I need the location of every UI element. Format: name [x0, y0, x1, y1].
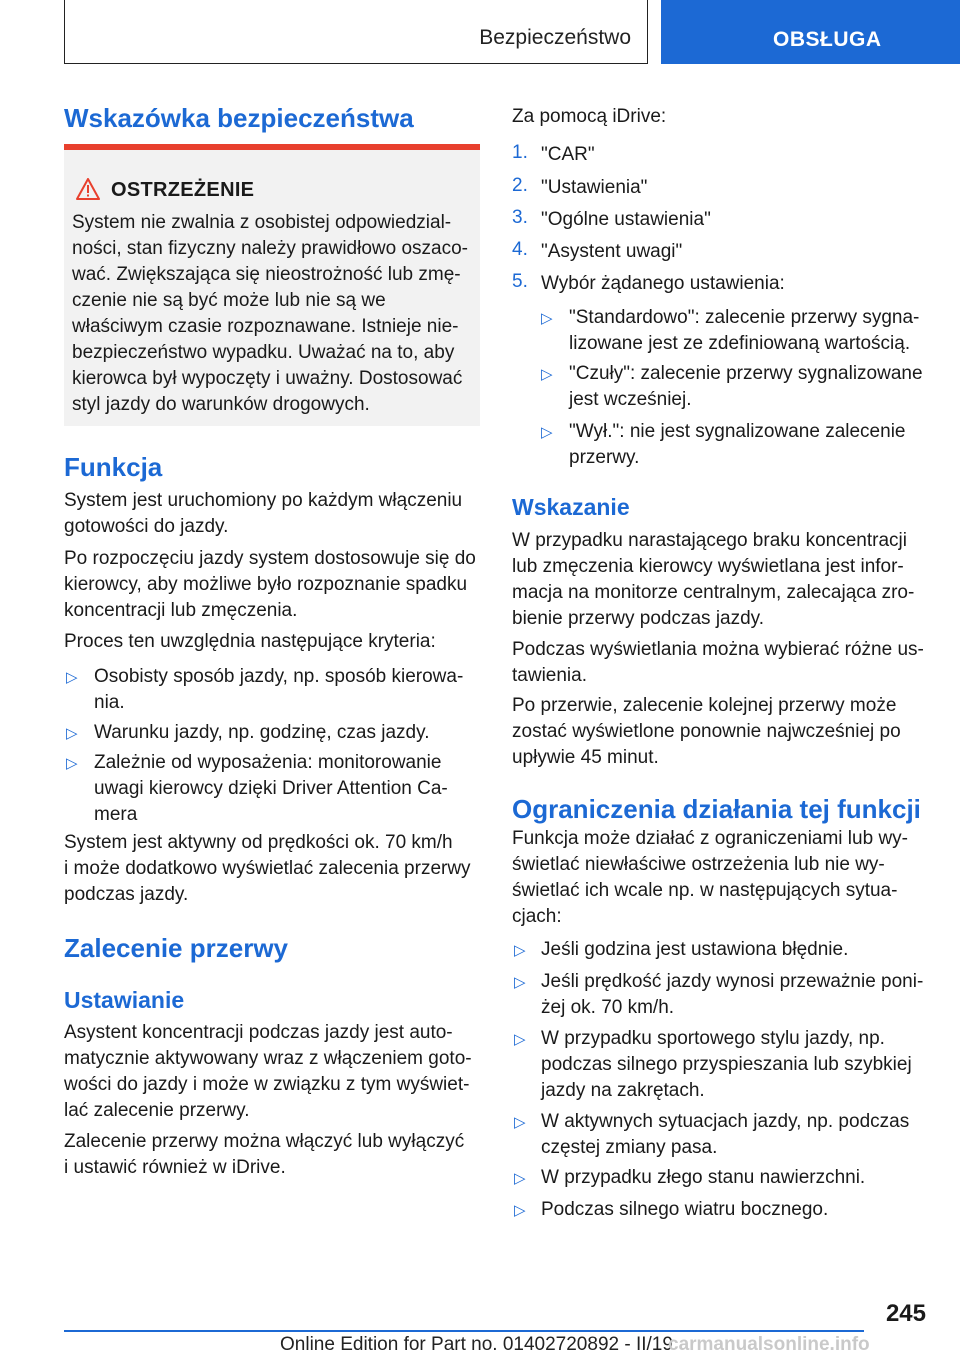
text-line: Zależnie od wyposażenia: monitorowanie — [94, 752, 442, 773]
bullet-marker: ▷ — [66, 725, 78, 742]
text-line: Po przerwie, zalecenie kolejnej przerwy może — [512, 695, 897, 716]
text-line: żej ok. 70 km/h. — [541, 997, 675, 1018]
section-title-function: Funkcja — [64, 452, 163, 482]
warning-line: czenie nie są być może lub nie są we — [72, 290, 386, 311]
list-item — [541, 969, 931, 1021]
text-line: Warunku jazdy, np. godzinę, czas jazdy. — [94, 722, 430, 743]
text-line: wości do jazdy i może w związku z tym wyświet- — [64, 1074, 470, 1095]
text-line: Osobisty sposób jazdy, np. sposób kierowa- — [94, 666, 464, 687]
list-item — [94, 750, 484, 828]
text-line: przerwy. — [569, 447, 640, 468]
bullet-marker: ▷ — [541, 310, 553, 327]
text-line: Podczas wyświetlania można wybierać różne us- — [512, 639, 924, 660]
text-line: jazdy na zakrętach. — [541, 1080, 705, 1101]
footer-edition: Online Edition for Part no. 01402720892 - II/19 — [280, 1334, 673, 1355]
text-line: W przypadku narastającego braku koncentracji — [512, 530, 907, 551]
text-line: lizowane jest ze zdefiniowaną wartością. — [569, 333, 911, 354]
text-line: lać zalecenie przerwy. — [64, 1100, 250, 1121]
text-line: kierowcy, aby możliwe było rozpoznanie spadku — [64, 574, 468, 595]
footer-divider — [64, 1330, 864, 1332]
step-number: 4. — [512, 239, 528, 260]
text-line: zostać wyświetlone ponownie najwcześniej po — [512, 721, 901, 742]
text-line: upływie 45 minut. — [512, 747, 659, 768]
text-line: bienie przerwy podczas jazdy. — [512, 608, 765, 629]
text-line: "Standardowo": zalecenie przerwy sygna- — [569, 307, 920, 328]
text-line: podczas jazdy. — [64, 884, 189, 905]
text-line: cjach: — [512, 906, 562, 927]
text-line: lub zmęczenia kierowcy wyświetlana jest infor- — [512, 556, 904, 577]
text-line: Zalecenie przerwy można włączyć lub wyłączyć — [64, 1131, 465, 1152]
step-text: "Ogólne ustawienia" — [541, 209, 711, 230]
bullet-marker: ▷ — [514, 1031, 526, 1048]
header-tab-label: OBSŁUGA — [773, 28, 882, 51]
indication-paragraph-2 — [512, 637, 932, 689]
text-line: "Wył.": nie jest sygnalizowane zalecenie — [569, 421, 906, 442]
text-line: nia. — [94, 692, 125, 713]
bullet-marker: ▷ — [66, 669, 78, 686]
section-title-limitations: Ograniczenia działania tej funkcji — [512, 794, 921, 824]
text-line: podczas silnego przyspieszania lub szybkiej — [541, 1054, 912, 1075]
text-line: W aktywnych sytuacjach jazdy, np. podczas — [541, 1111, 910, 1132]
bullet-marker: ▷ — [514, 1170, 526, 1187]
text-line: i ustawić również w iDrive. — [64, 1157, 286, 1178]
header-section-title: Bezpieczeństwo — [479, 26, 631, 49]
bullet-marker: ▷ — [514, 1114, 526, 1131]
text-line: matycznie aktywowany wraz z włączeniem goto- — [64, 1048, 472, 1069]
sub-list-item — [569, 419, 929, 471]
bullet-marker: ▷ — [514, 942, 526, 959]
subsection-title-settings: Ustawianie — [64, 987, 185, 1013]
subsection-title-indication: Wskazanie — [512, 494, 630, 520]
text-line: Po rozpoczęciu jazdy system dostosowuje się do — [64, 548, 476, 569]
header-section-box — [64, 0, 648, 64]
text-line: świetlać niewłaściwe ostrzeżenia lub nie wy- — [512, 854, 885, 875]
text-line: W przypadku sportowego stylu jazdy, np. — [541, 1028, 885, 1049]
sub-list-item — [569, 361, 929, 413]
text-line: Podczas silnego wiatru bocznego. — [541, 1199, 829, 1220]
section-title-break-recommendation: Zalecenie przerwy — [64, 933, 288, 963]
warning-line: właściwym czasie rozpoznawane. Istnieje nie- — [72, 316, 459, 337]
list-item — [541, 1165, 931, 1191]
warning-line: System nie zwalnia z osobistej odpowiedzial- — [72, 212, 452, 233]
footer-watermark: carmanualsonline.info — [668, 1334, 870, 1355]
warning-triangle-icon — [76, 178, 100, 200]
limitations-paragraph — [512, 826, 932, 930]
warning-line: styl jazdy do warunków drogowych. — [72, 394, 370, 415]
step-number: 1. — [512, 142, 528, 163]
warning-label: OSTRZEŻENIE — [111, 179, 255, 201]
list-item — [94, 720, 484, 746]
text-line: mera — [94, 804, 138, 825]
sub-list-item — [569, 305, 929, 357]
indication-paragraph-1 — [512, 528, 932, 632]
list-item — [541, 1109, 931, 1161]
bullet-marker: ▷ — [514, 1202, 526, 1219]
step-text: "Asystent uwagi" — [541, 241, 683, 262]
text-line: gotowości do jazdy. — [64, 516, 229, 537]
text-line: i może dodatkowo wyświetlać zalecenia przerwy — [64, 858, 471, 879]
bullet-marker: ▷ — [66, 755, 78, 772]
text-line: koncentracji lub zmęczenia. — [64, 600, 298, 621]
text-line: jest wcześniej. — [569, 389, 692, 410]
section-title-safety: Wskazówka bezpieczeństwa — [64, 103, 414, 133]
step-number: 2. — [512, 175, 528, 196]
function-paragraph-3: Proces ten uwzględnia następujące kryteria: — [64, 631, 436, 652]
text-line: świetlać ich wcale np. w następujących sytua- — [512, 880, 898, 901]
function-paragraph-2 — [64, 546, 484, 624]
step-text: Wybór żądanego ustawienia: — [541, 273, 785, 294]
warning-box — [64, 144, 480, 426]
warning-line: kierowca był wypoczęty i uważny. Dostosować — [72, 368, 463, 389]
step-text: "Ustawienia" — [541, 177, 648, 198]
list-item — [541, 1197, 931, 1223]
page-number: 245 — [885, 1300, 926, 1327]
settings-paragraph-1 — [64, 1020, 484, 1124]
text-line: System jest uruchomiony po każdym włączeniu — [64, 490, 463, 511]
bullet-marker: ▷ — [541, 424, 553, 441]
bullet-marker: ▷ — [541, 366, 553, 383]
text-line: tawienia. — [512, 665, 587, 686]
bullet-marker: ▷ — [514, 974, 526, 991]
function-paragraph-4 — [64, 830, 484, 908]
text-line: Jeśli prędkość jazdy wynosi przeważnie poni- — [541, 971, 924, 992]
text-line: macja na monitorze centralnym, zalecająca zro- — [512, 582, 915, 603]
text-line: Funkcja może działać z ograniczeniami lub wy- — [512, 828, 908, 849]
text-line: System jest aktywny od prędkości ok. 70 km/h — [64, 832, 453, 853]
warning-line: ności, stan fizyczny należy prawidłowo oszaco- — [72, 238, 469, 259]
list-item — [94, 664, 484, 716]
step-number: 3. — [512, 207, 528, 228]
list-item — [541, 1026, 931, 1104]
text-line: uwagi kierowcy dzięki Driver Attention Ca- — [94, 778, 448, 799]
step-number: 5. — [512, 271, 528, 292]
warning-text — [72, 210, 470, 418]
warning-line: wać. Zwiększająca się nieostrożność lub zmę- — [72, 264, 461, 285]
idrive-intro: Za pomocą iDrive: — [512, 106, 667, 127]
text-line: Jeśli godzina jest ustawiona błędnie. — [541, 939, 849, 960]
text-line: "Czuły": zalecenie przerwy sygnalizowane — [569, 363, 923, 384]
text-line: W przypadku złego stanu nawierzchni. — [541, 1167, 866, 1188]
list-item — [541, 937, 931, 963]
step-text: "CAR" — [541, 144, 595, 165]
indication-paragraph-3 — [512, 693, 932, 771]
warning-line: bezpieczeństwo wypadku. Uważać na to, aby — [72, 342, 455, 363]
settings-paragraph-2 — [64, 1129, 484, 1181]
header-tab[interactable] — [661, 0, 960, 64]
text-line: Asystent koncentracji podczas jazdy jest auto- — [64, 1022, 453, 1043]
text-line: częstej zmiany pasa. — [541, 1137, 718, 1158]
function-paragraph-1 — [64, 488, 484, 540]
